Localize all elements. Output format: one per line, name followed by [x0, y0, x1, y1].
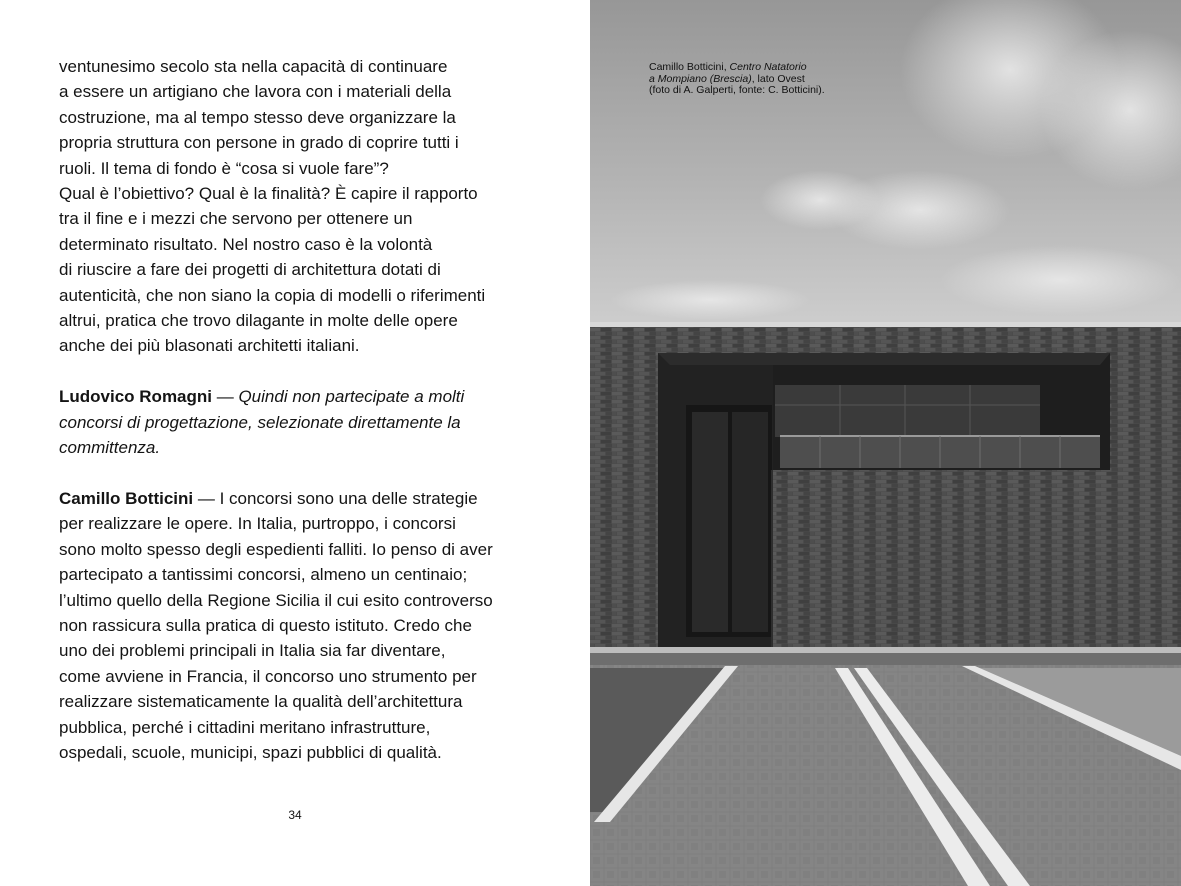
paragraph-gap: [59, 359, 539, 384]
answer-text: I concorsi sono una delle strategie: [219, 488, 478, 508]
caption-credit: (foto di A. Galperti, fonte: C. Botticini).: [649, 84, 825, 96]
text-line: ospedali, scuole, municipi, spazi pubblici di qualità.: [59, 742, 442, 762]
text-line: altrui, pratica che trovo dilagante in molte delle opere: [59, 311, 458, 331]
text-line: determinato risultato. Nel nostro caso è la volontà: [59, 234, 433, 254]
question-text: concorsi di progettazione, selezionate direttamente la: [59, 412, 461, 432]
question-text: Quindi non partecipate a molti: [238, 387, 465, 407]
text-line: ruoli. Il tema di fondo è “cosa si vuole fare”?: [59, 158, 389, 178]
text-line: per realizzare le opere. In Italia, purtroppo, i concorsi: [59, 514, 456, 534]
left-page: [0, 0, 590, 886]
building-photo: [590, 0, 1181, 886]
answer-paragraph-1: [59, 54, 539, 359]
text-line: partecipato a tantissimi concorsi, almeno un centinaio;: [59, 565, 468, 585]
text-line: l’ultimo quello della Regione Sicilia il cui esito controverso: [59, 590, 493, 610]
text-line: pubblica, perché i cittadini meritano infrastrutture,: [59, 717, 431, 737]
paragraph-gap: [59, 460, 539, 485]
photo-caption: [649, 62, 909, 97]
text-line: costruzione, ma al tempo stesso deve organizzare la: [59, 107, 456, 127]
question-paragraph: [59, 384, 539, 460]
speaker-name: Camillo Botticini: [59, 488, 194, 508]
text-line: tra il fine e i mezzi che servono per ottenere un: [59, 209, 413, 229]
caption-view: , lato Ovest: [751, 72, 805, 85]
caption-author: Camillo Botticini,: [649, 61, 730, 73]
text-line: [59, 384, 539, 409]
page-number: 34: [288, 808, 302, 822]
speaker-name: Ludovico Romagni: [59, 387, 212, 407]
text-line: uno dei problemi principali in Italia sia far diventare,: [59, 641, 446, 661]
em-dash: —: [193, 488, 220, 508]
em-dash: —: [212, 387, 239, 407]
caption-title: a Mompiano (Brescia): [649, 72, 752, 85]
text-line: realizzare sistematicamente la qualità dell’architettura: [59, 692, 463, 712]
text-line: [59, 486, 539, 511]
text-line: sono molto spesso degli espedienti falliti. Io penso di aver: [59, 539, 493, 559]
caption-title: Centro Natatorio: [729, 61, 807, 73]
text-line: propria struttura con persone in grado di coprire tutti i: [59, 133, 459, 153]
interview-text: [59, 54, 539, 765]
text-line: di riuscire a fare dei progetti di architettura dotati di: [59, 260, 441, 280]
text-line: non rassicura sulla pratica di questo istituto. Credo che: [59, 615, 472, 635]
answer-paragraph-2: [59, 486, 539, 765]
text-line: anche dei più blasonati architetti italiani.: [59, 336, 360, 356]
text-line: autenticità, che non siano la copia di modelli o riferimenti: [59, 285, 486, 305]
text-line: ventunesimo secolo sta nella capacità di continuare: [59, 57, 448, 76]
right-page: [590, 0, 1181, 886]
text-line: a essere un artigiano che lavora con i materiali della: [59, 82, 452, 102]
question-text: committenza.: [59, 438, 161, 458]
text-line: come avviene in Francia, il concorso uno strumento per: [59, 666, 477, 686]
text-line: Qual è l’obiettivo? Qual è la finalità? È capire il rapporto: [59, 184, 478, 204]
